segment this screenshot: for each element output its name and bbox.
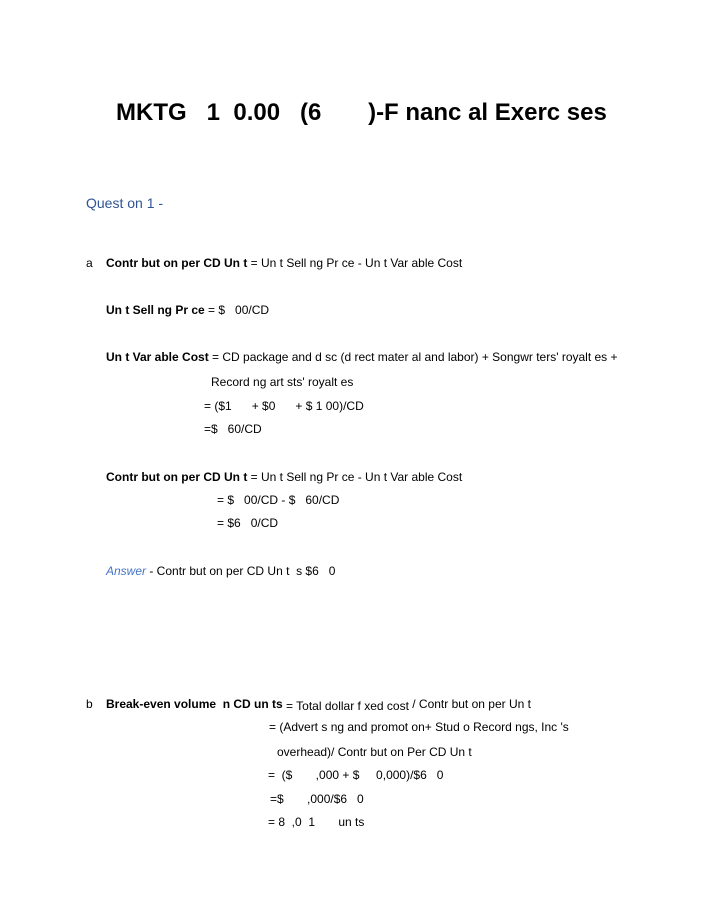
break-even-text-b: / Contr but on per Un t (408, 697, 531, 711)
break-even-step-3: = ($ ,000 + $ 0,000)/$6 0 (268, 768, 444, 782)
break-even-step-4: =$ ,000/$6 0 (270, 792, 364, 806)
definition-text: = Un t Sell ng Pr ce - Un t Var able Cost (247, 256, 463, 270)
variable-cost-result: =$ 60/CD (204, 422, 262, 436)
definition-label: Contr but on per CD Un t (106, 256, 248, 270)
document-title: MKTG 1 0.00 (6 )-F nanc al Exerc ses (116, 99, 607, 126)
contribution-calc-step: = $ 00/CD - $ 60/CD (217, 493, 340, 507)
contribution-calc-result: = $6 0/CD (217, 516, 279, 530)
part-a-answer (106, 564, 335, 578)
answer-label: Answer (106, 564, 147, 578)
variable-cost-continuation: Record ng art sts' royalt es (211, 375, 354, 389)
part-a-marker: a (86, 256, 93, 270)
variable-cost-calculation: = ($1 + $0 + $ 1 00)/CD (204, 399, 364, 413)
unit-variable-cost-label: Un t Var able Cost (106, 350, 209, 364)
contribution-calc-text: = Un t Sell ng Pr ce - Un t Var able Cost (247, 470, 463, 484)
unit-selling-price-text: = $ 00/CD (204, 303, 270, 317)
break-even-step-1: = (Advert s ng and promot on+ Stud o Record ngs, Inc 's (269, 720, 569, 734)
answer-text: - Contr but on per CD Un t s $6 0 (146, 564, 336, 578)
unit-variable-cost-text: = CD package and d sc (d rect mater al and labor) + Songwr ters' royalt es + (208, 350, 618, 364)
break-even-result: = 8 ,0 1 un ts (268, 815, 365, 829)
contribution-calc-line (106, 470, 462, 484)
break-even-label: Break-even volume n CD un ts (106, 697, 283, 711)
break-even-line (106, 697, 531, 711)
contribution-calc-label: Contr but on per CD Un t (106, 470, 248, 484)
part-b-marker: b (86, 697, 93, 711)
part-a-definition (106, 256, 462, 270)
unit-selling-price-line (106, 303, 269, 317)
break-even-step-2: overhead)/ Contr but on Per CD Un t (277, 745, 472, 759)
unit-variable-cost-line (106, 350, 618, 364)
unit-selling-price-label: Un t Sell ng Pr ce (106, 303, 205, 317)
break-even-text-a: = Total dollar f xed cost (282, 699, 409, 713)
question-heading: Quest on 1 - (86, 195, 164, 211)
